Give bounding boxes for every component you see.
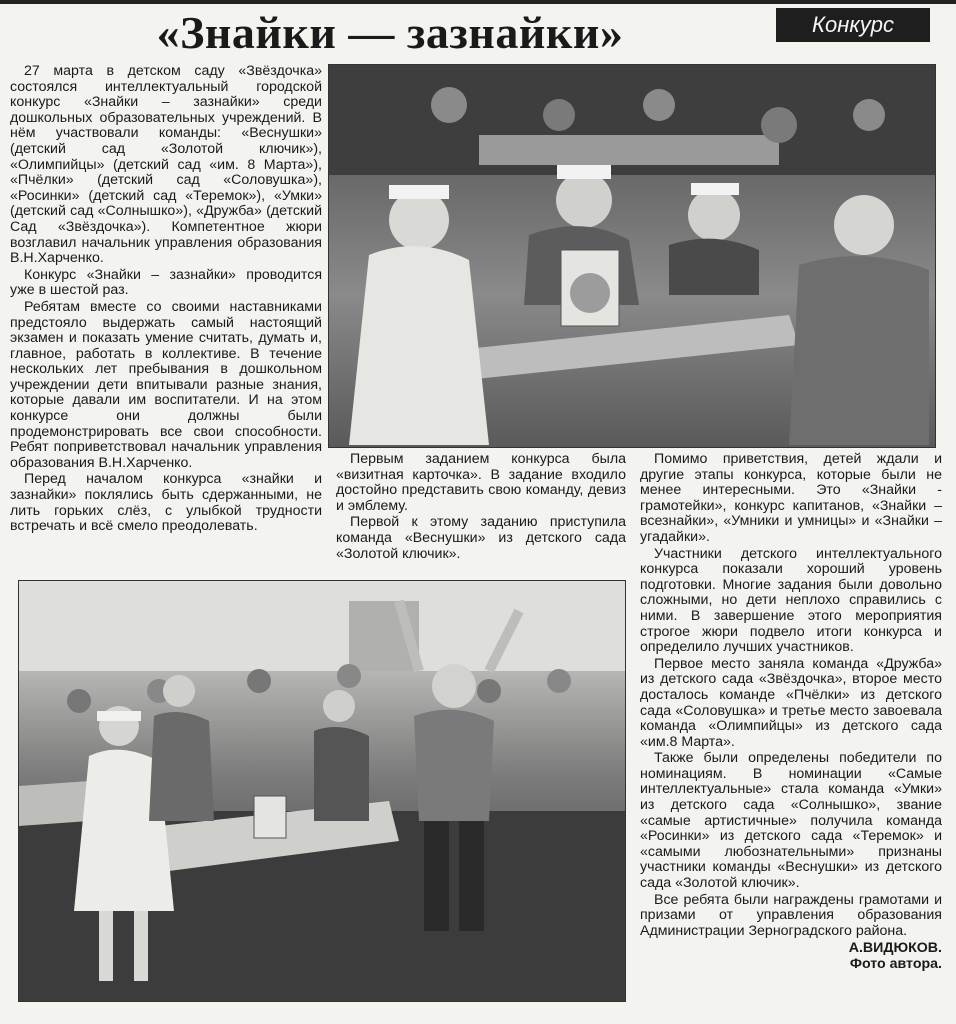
article-column-1 bbox=[10, 64, 322, 535]
paragraph: Ребятам вместе со своими наставниками предстояло выдержать самый настоящий экзамен и показать умение считать, думать и, главное, работать в коллективе. В течение нескольких лет пребывания в дошкольном учреждении дети впитывали разные знания, которые давали им воспитатели. И на этом конкурсе они должны были продемонстрировать все свои способности. Ребят поприветствовал начальник управления образования В.Н.Харченко. bbox=[10, 298, 322, 471]
rubric-badge: Конкурс bbox=[776, 8, 930, 42]
author-name: А.ВИДЮКОВ. bbox=[848, 940, 942, 957]
paragraph: Помимо приветствия, детей ждали и другие этапы конкурса, которые были не менее интересными. Это «Знайки - грамотейки», конкурс капитанов, «Знайки – всезнайки», «Умники и умницы» и «Знайки – угадайки». bbox=[640, 451, 942, 545]
article-column-2 bbox=[336, 452, 626, 562]
paragraph: 27 марта в детском саду «Звёздочка» состоялся интеллектуальный городской конкурс «Знайки – зазнайки» среди дошкольных образовательных учреждений. В нём участвовали команды: «Веснушки» (детский сад «Золотой ключик»), «Олимпийцы» (детский сад «им. 8 Марта»), «Пчёлки» (детский сад «Соловушка»), «Росинки» (детский сад «Теремок»), «Умки» (детский сад «Солнышко»), «Дружба» (детский Сад «Звёздочка»). Компетентное жюри возглавил начальник управления образования В.Н.Харченко. bbox=[10, 63, 322, 267]
paragraph: Участники детского интеллектуального конкурса показали хороший уровень подготовки. Многие задания были довольно сложными, но дети неплохо справились с ними. В завершение этого мероприятия строгое жюри подвело итоги конкурса и определило лучших участников. bbox=[640, 545, 942, 656]
photo-credit: Фото автора. bbox=[849, 956, 942, 972]
paragraph: Первой к этому заданию приступила команда «Веснушки» из детского сада «Золотой ключик». bbox=[336, 514, 626, 562]
paragraph: Перед началом конкурса «знайки и зазнайки» поклялись быть сдержанными, не лить горьких слёз, с улыбкой трудности встречать и всё смело преодолевать. bbox=[10, 471, 322, 535]
paragraph: Также были определены победители по номинациям. В номинации «Самые интеллектуальные» стала команда «Умки» из детского сада «Солнышко», звание «самые артистичные» получила команда «Росинки» из детского сада «Теремок» и «самыми любознательными» признаны участники команды «Веснушки» из детского сада «Золотой ключик». bbox=[640, 750, 942, 892]
photo-children-at-table bbox=[328, 64, 936, 448]
top-rule bbox=[0, 0, 956, 4]
paragraph: Первое место заняла команда «Дружба» из детского сада «Звёздочка», второе место досталось команде «Пчёлки» из детского сада «Соловушка» и третье место завоевала команда «Олимпийцы» из детского сада «им.8 Марта». bbox=[640, 655, 942, 750]
photo-children-exercising bbox=[18, 580, 626, 1002]
paragraph: Конкурс «Знайки – зазнайки» проводится уже в шестой раз. bbox=[10, 266, 322, 299]
article-headline: «Знайки — зазнайки» bbox=[156, 7, 624, 58]
paragraph: Первым заданием конкурса была «визитная карточка». В задание входило достойно представить свою команду, девиз и эмблему. bbox=[336, 451, 626, 514]
article-column-3 bbox=[640, 452, 942, 973]
paragraph: Все ребята были награждены грамотами и призами от управления образования Администрации Зерноградского района. bbox=[640, 891, 942, 939]
